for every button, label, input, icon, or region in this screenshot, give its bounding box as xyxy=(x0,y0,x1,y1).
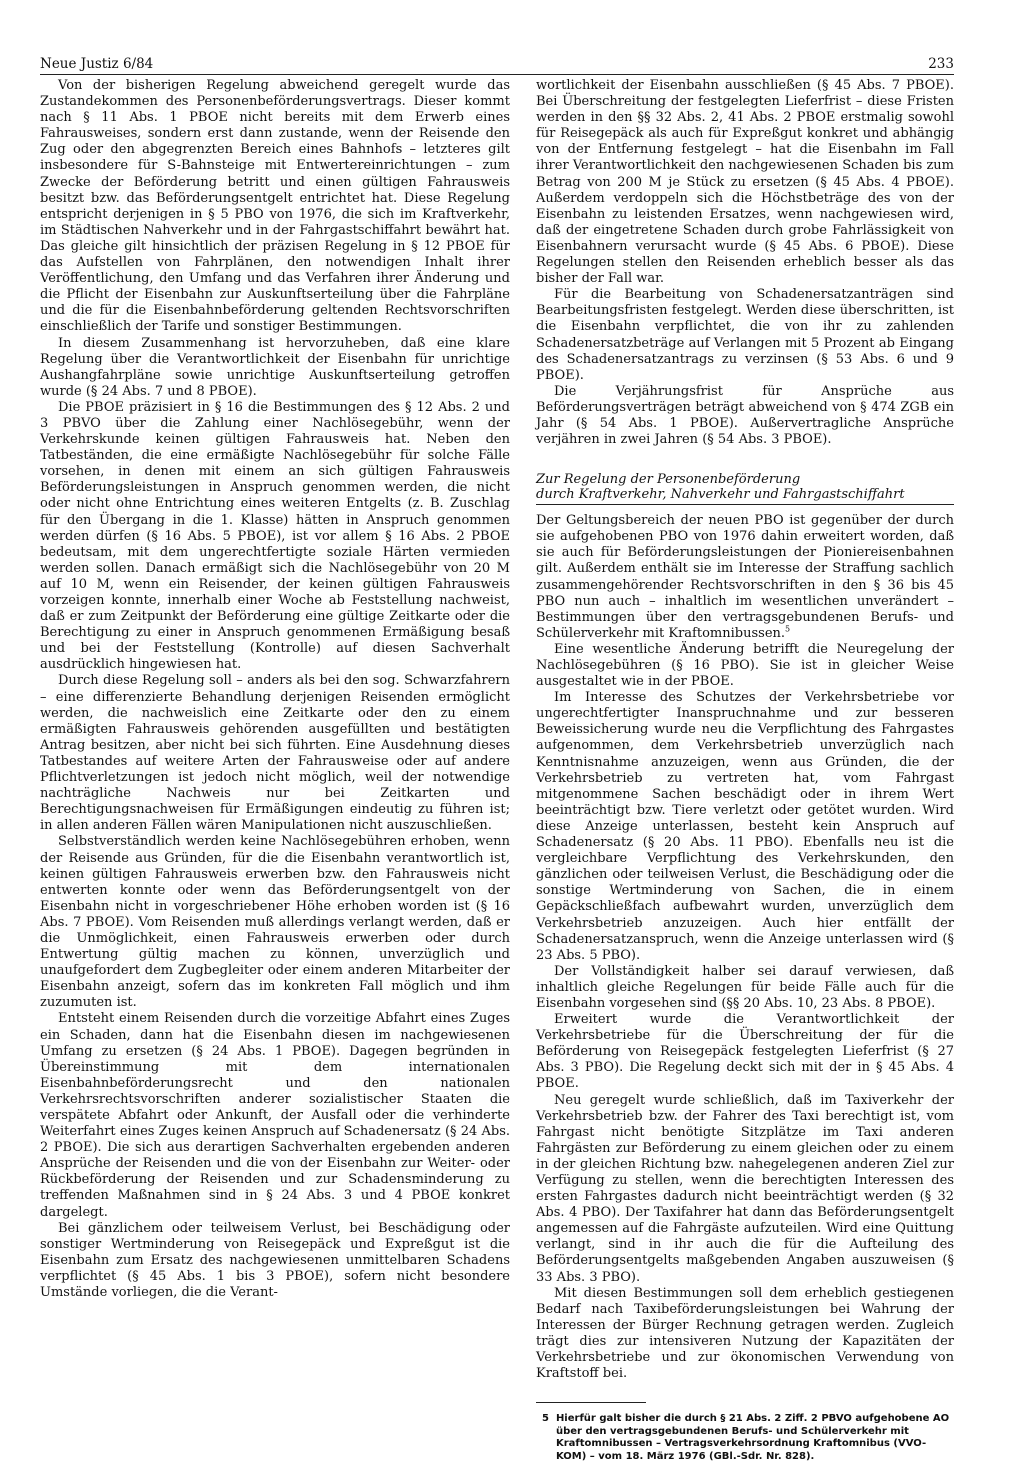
paragraph-text: Der Geltungsbereich der neuen PBO ist gegenüber der durch sie aufgehobenen PBO von 1976 dahin erweitert worden, daß sie auch für Beförderungsleistungen der Pioniereisenbahnen gilt. Außerdem enthält sie im Interesse der Straffung sachlich zusammengehörender Rechtsvorschriften in den § 36 bis 45 PBO nun auch – inhaltlich im wesentlichen unverändert – Bestimmungen über den vertragsgebundenen Berufs- und Schülerverkehr mit Kraftomnibussen. xyxy=(536,513,954,641)
paragraph: Eine wesentliche Änderung betrifft die Neuregelung der Nachlösegebühren (§ 16 PBO). Sie ist in gleicher Weise ausgestaltet wie in der PBOE. xyxy=(536,641,954,690)
section-heading-line-2: durch Kraftverkehr, Nahverkehr und Fahrgastschiffahrt xyxy=(536,487,905,503)
footnote-text: Hierfür galt bisher die durch § 21 Abs. 2 Ziff. 2 PBVO aufgehobene AO über den vertragsgebundenen Berufs- und Schülerverkehr mit Kraftomnibussen – Vertragsverkehrsordnung Kraftomnibus (VVO-KOM) – vom 18. März 1976 (GBl.-Sdr. Nr. 828). xyxy=(555,1413,950,1462)
paragraph: Entsteht einem Reisenden durch die vorzeitige Abfahrt eines Zuges ein Schaden, dann hat die Eisenbahn diesen im nachgewiesenen Umfang zu ersetzen (§ 24 Abs. 1 PBOE). Dagegen begründen in Übereinstimmung mit dem internationalen Eisenbahnbeförderungsrecht und den nationalen Verkehrsrechtsvorschriften anderer sozialistischer Staaten die verspätete Abfahrt oder Ankunft, der Ausfall oder die verhinderte Weiterfahrt eines Zuges keinen Anspruch auf Schadenersatz (§ 24 Abs. 2 PBOE). Die sich aus derartigen Sachverhalten ergebenden anderen Ansprüche der Reisenden und die von der Eisenbahn zur Weiter- oder Rückbeförderung der Reisenden und zur Schadensminderung zu treffenden Maßnahmen sind in § 24 Abs. 3 und 4 PBOE konkret dargelegt. xyxy=(40,1011,510,1220)
paragraph: In diesem Zusammenhang ist hervorzuheben, daß eine klare Regelung über die Verantwortlichkeit der Eisenbahn für unrichtige Aushangfahrpläne sowie unrichtige Auskunftserteilung getroffen wurde (§ 24 Abs. 7 und 8 PBOE). xyxy=(40,335,510,399)
section-heading-line-1: Zur Regelung der Personenbeförderung xyxy=(536,472,801,488)
paragraph: Die Verjährungsfrist für Ansprüche aus Beförderungsverträgen beträgt abweichend von § 474 ZGB ein Jahr (§ 54 Abs. 1 PBOE). Außervertragliche Ansprüche verjähren in zwei Jahren (§ 54 Abs. 3 PBOE). xyxy=(536,383,954,448)
section-heading xyxy=(536,468,954,505)
journal-title: Neue Justiz 6/84 xyxy=(40,56,154,72)
footnote xyxy=(536,1413,954,1463)
paragraph: Im Interesse des Schutzes der Verkehrsbetriebe vor ungerechtfertigter Inanspruchnahme und zur besseren Beweissicherung wurde neu die Verpflichtung des Fahrgastes aufgenommen, dem Verkehrsbetrieb unverzüglich nach Kenntnisnahme anzuzeigen, wenn aus Gründen, die der Verkehrsbetrieb zu vertreten hat, vom Fahrgast mitgenommene Sachen beschädigt oder in ihrem Wert beeinträchtigt bzw. Tiere verletzt oder getötet wurden. Wird diese Anzeige unterlassen, besteht kein Anspruch auf Schadenersatz (§ 20 Abs. 11 PBO). Ebenfalls neu ist die vergleichbare Verpflichtung des Verkehrskunden, den gänzlichen oder teilweisen Verlust, die Beschädigung oder die sonstige Wertminderung von Sachen, die in einem Gepäckschließfach aufbewahrt wurden, unverzüglich dem Verkehrsbetrieb anzuzeigen. Auch hier entfällt der Schadenersatzanspruch, wenn die Anzeige unterlassen wird (§ 23 Abs. 5 PBO). xyxy=(536,690,954,963)
footnote-mark: 5 xyxy=(542,1413,549,1425)
right-column xyxy=(536,78,954,1463)
paragraph: wortlichkeit der Eisenbahn ausschließen (§ 45 Abs. 7 PBOE). Bei Überschreitung der festgelegten Lieferfrist – diese Fristen werden in den §§ 32 Abs. 2, 41 Abs. 2 PBOE erstmalig sowohl für Reisegepäck als auch für Expreßgut konkret und abhängig von der Entfernung festgelegt – hat die Eisenbahn im Fall ihrer Verantwortlichkeit den nachgewiesenen Schaden bis zum Betrag von 200 M je Stück zu ersetzen (§ 45 Abs. 4 PBOE). Außerdem verdoppeln sich die Höchstbeträge des von der Eisenbahn zu leistenden Ersatzes, wenn nachgewiesen wird, daß der eingetretene Schaden durch grobe Fahrlässigkeit von Eisenbahnern verursacht wurde (§ 45 Abs. 6 PBOE). Diese Regelungen stellen den Reisenden erheblich besser als das bisher der Fall war. xyxy=(536,78,954,287)
paragraph xyxy=(536,513,954,642)
footnote-reference: 5 xyxy=(785,624,791,634)
left-column xyxy=(40,78,510,1301)
paragraph: Durch diese Regelung soll – anders als bei den sog. Schwarzfahrern – eine differenzierte Behandlung derjenigen Reisenden ermöglicht werden, die nachweislich eine Zeitkarte oder den zu einem ermäßigten Fahrausweis gehörenden ausgefüllten und bestätigten Antrag besitzen, aber nicht bei sich führten. Eine Ausdehnung dieses Tatbestandes auf weitere Arten der Fahrausweise oder auf andere Pflichtverletzungen ist jedoch nicht möglich, weil der notwendige nachträgliche Nachweis nur bei Zeitkarten und Berechtigungsnachweisen für Ermäßigungen eindeutig zu führen ist; in allen anderen Fällen wären Manipulationen nicht auszuschließen. xyxy=(40,673,510,834)
paragraph: Der Vollständigkeit halber sei darauf verwiesen, daß inhaltlich gleiche Regelungen für beide Fälle auch für die Eisenbahn vorgesehen sind (§§ 20 Abs. 10, 23 Abs. 8 PBOE). xyxy=(536,963,954,1011)
paragraph: Erweitert wurde die Verantwortlichkeit der Verkehrsbetriebe für die Überschreitung der für die Beförderung von Reisegepäck festgelegten Lieferfrist (§ 27 Abs. 3 PBO). Die Regelung deckt sich mit der in § 45 Abs. 4 PBOE. xyxy=(536,1012,954,1092)
footnote-divider xyxy=(536,1402,646,1403)
running-header xyxy=(40,56,954,75)
paragraph: Bei gänzlichem oder teilweisem Verlust, bei Beschädigung oder sonstiger Wertminderung von Reisegepäck und Expreßgut ist die Eisenbahn zum Ersatz des nachgewiesenen unmittelbaren Schadens verpflichtet (§ 45 Abs. 1 bis 3 PBOE), sofern nicht besondere Umstände vorliegen, die die Verant- xyxy=(40,1220,510,1301)
page-number: 233 xyxy=(928,56,954,72)
paragraph: Die PBOE präzisiert in § 16 die Bestimmungen des § 12 Abs. 2 und 3 PBVO über die Zahlung einer Nachlösegebühr, wenn der Verkehrskunde keinen gültigen Fahrausweis hat. Neben den Tatbeständen, die eine ermäßigte Nachlösegebühr für solche Fälle vorsehen, in denen mit einem an sich gültigen Fahrausweis Beförderungsleistungen in Anspruch genommen werden, die nicht oder nicht ohne Entrichtung eines weiteren Entgelts (z. B. Zuschlag für den Übergang in die 1. Klasse) hätten in Anspruch genommen werden dürfen (§ 16 Abs. 5 PBOE), ist vor allem § 16 Abs. 2 PBOE bedeutsam, mit dem ungerechtfertigte soziale Härten vermieden werden sollen. Danach ermäßigt sich die Nachlösegebühr von 20 M auf 10 M, wenn ein Reisender, der keinen gültigen Fahrausweis vorzeigen konnte, innerhalb einer Woche ab Feststellung nachweist, daß er zum Zeitpunkt der Beförderung eine gültige Zeitkarte oder die Berechtigung zu einer in Anspruch genommenen Ermäßigung besaß und bei der Feststellung (Kontrolle) auf diesen Sachverhalt ausdrücklich hingewiesen hat. xyxy=(40,399,510,673)
paragraph: Neu geregelt wurde schließlich, daß im Taxiverkehr der Verkehrsbetrieb bzw. der Fahrer des Taxi berechtigt ist, vom Fahrgast nicht benötigte Sitzplätze im Taxi anderen Fahrgästen zur Beförderung zu einem gleichen oder zu einem in der gleichen Richtung bzw. nahegelegenen anderen Ziel zur Verfügung zu stellen, wenn die berechtigten Interessen des ersten Fahrgastes dadurch nicht beeinträchtigt werden (§ 32 Abs. 4 PBO). Der Taxifahrer hat dann das Beförderungsentgelt angemessen auf die Fahrgäste aufzuteilen. Wird eine Quittung verlangt, sind in ihr auch die für die Aufteilung des Beförderungsentgelts maßgebenden Angaben auszuweisen (§ 33 Abs. 3 PBO). xyxy=(536,1092,954,1285)
paragraph: Von der bisherigen Regelung abweichend geregelt wurde das Zustandekommen des Personenbeförderungsvertrags. Dieser kommt nach § 11 Abs. 1 PBOE nicht bereits mit dem Erwerb eines Fahrausweises, sondern erst dann zustande, wenn der Reisende den Zug oder den abgegrenzten Bereich eines Bahnhofs – letzteres gilt insbesondere für S-Bahnsteige mit Entwertereinrichtungen – zum Zwecke der Beförderung betritt und einen gültigen Fahrausweis besitzt bzw. das Beförderungsentgelt entrichtet hat. Diese Regelung entspricht derjenigen in § 5 PBO von 1976, die sich im Kraftverkehr, im Städtischen Nahverkehr und in der Fahrgastschiffahrt bewährt hat. Das gleiche gilt hinsichtlich der präzisen Regelung in § 12 PBOE für das Aufstellen von Fahrplänen, den notwendigen Inhalt ihrer Veröffentlichung, den Umfang und das Verfahren ihrer Änderung und die Pflicht der Eisenbahn zur Auskunftserteilung über die Fahrpläne und die für die Eisenbahnbeförderung geltenden Rechtsvorschriften einschließlich der Tarife und sonstiger Bestimmungen. xyxy=(40,78,510,335)
paragraph: Selbstverständlich werden keine Nachlösegebühren erhoben, wenn der Reisende aus Gründen, für die die Eisenbahn verantwortlich ist, keinen gültigen Fahrausweis erwerben bzw. den Fahrausweis nicht entwerten konnte oder wenn das Beförderungsentgelt von der Eisenbahn nicht in vorgeschriebener Höhe erhoben worden ist (§ 16 Abs. 7 PBOE). Vom Reisenden muß allerdings verlangt werden, daß er die Unmöglichkeit, einen Fahrausweis erwerben oder durch Entwertung gültig machen zu können, unverzüglich und unaufgefordert dem Zugbegleiter oder einem anderen Mitarbeiter der Eisenbahn anzeigt, sofern das im konkreten Fall möglich und ihm zuzumuten ist. xyxy=(40,834,510,1011)
paragraph: Für die Bearbeitung von Schadenersatzanträgen sind Bearbeitungsfristen festgelegt. Werden diese überschritten, ist die Eisenbahn verpflichtet, die von ihr zu zahlenden Schadenersatzbeträge auf Verlangen mit 5 Prozent ab Eingang des Schadenersatzantrags zu verzinsen (§ 53 Abs. 6 und 9 PBOE). xyxy=(536,287,954,383)
paragraph: Mit diesen Bestimmungen soll dem erheblich gestiegenen Bedarf nach Taxibeförderungsleistungen bei Wahrung der Interessen der Bürger Rechnung getragen werden. Zugleich trägt dies zur intensiveren Nutzung der Kapazitäten der Verkehrsbetriebe und zur ökonomischen Verwendung von Kraftstoff bei. xyxy=(536,1285,954,1382)
